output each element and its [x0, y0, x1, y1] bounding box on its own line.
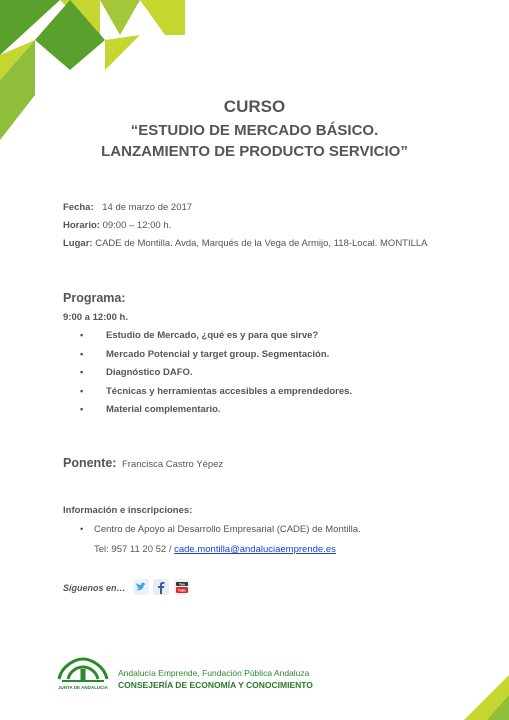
course-info: [63, 199, 428, 253]
list-item-text: Material complementario.: [106, 404, 221, 415]
list-item: [80, 327, 352, 346]
follow-label: Síguenos en…: [63, 583, 126, 593]
facebook-icon[interactable]: [153, 579, 169, 595]
title-line-2: “ESTUDIO DE MERCADO BÁSICO.: [130, 122, 379, 139]
fecha-label: Fecha:: [63, 202, 94, 213]
lugar-row: [63, 235, 428, 253]
title-line-3: LANZAMIENTO DE PRODUCTO SERVICIO”: [101, 143, 408, 160]
horario-row: [63, 217, 428, 235]
junta-andalucia-logo: [56, 655, 110, 685]
bullet-icon: •: [80, 524, 84, 535]
list-item-text: Mercado Potencial y target group. Segmentación.: [106, 348, 330, 360]
ponente-name: Francisca Castro Yépez: [121, 459, 224, 470]
list-item: [80, 401, 352, 420]
svg-text:You: You: [178, 582, 186, 587]
list-item: [80, 364, 352, 383]
programa-title: Programa:: [63, 291, 126, 305]
title-line-1: CURSO: [223, 97, 286, 116]
svg-text:Tube: Tube: [177, 588, 187, 593]
inscripciones-contact: [94, 544, 336, 555]
ponente: [63, 456, 223, 470]
center-text: Centro de Apoyo al Desarrollo Empresarial (CADE) de Montilla.: [94, 524, 361, 535]
logo-caption: JUNTA DE ANDALUCIA: [58, 685, 108, 690]
bullet-icon: •: [80, 367, 84, 378]
footer-line-1: Andalucía Emprende, Fundación Pública Andaluza: [118, 668, 310, 678]
tel-text: Tel: 957 11 20 52 /: [94, 544, 172, 555]
list-item-text: Estudio de Mercado, ¿qué es y para que sirve?: [106, 330, 319, 341]
bullet-icon: •: [80, 404, 84, 415]
bullet-icon: •: [80, 385, 84, 397]
course-title: [0, 96, 509, 162]
programa-time: 9:00 a 12:00 h.: [63, 312, 128, 323]
bullet-icon: •: [80, 330, 84, 341]
inscripciones-title: Información e inscripciones:: [63, 505, 193, 516]
list-item: [80, 346, 352, 365]
inscripciones-center: [80, 524, 361, 535]
bullet-icon: •: [80, 348, 84, 360]
horario-value: 09:00 – 12:00 h.: [102, 220, 172, 231]
list-item: [80, 383, 352, 402]
fecha-row: [63, 199, 428, 217]
youtube-icon[interactable]: [174, 579, 190, 595]
ponente-label: Ponente:: [63, 456, 117, 470]
horario-label: Horario:: [63, 220, 100, 231]
list-item-text: Diagnóstico DAFO.: [106, 367, 193, 378]
corner-decoration-bottom: [449, 660, 509, 720]
lugar-value: CADE de Montilla. Avda, Marqués de la Vega de Armijo, 118-Local. MONTILLA: [95, 238, 428, 249]
footer-text: [118, 668, 313, 690]
email-link[interactable]: cade.montilla@andaluciaemprende.es: [174, 544, 336, 555]
lugar-label: Lugar:: [63, 238, 93, 249]
list-item-text: Técnicas y herramientas accesibles a emprendedores.: [106, 385, 353, 397]
footer-line-2: CONSEJERÍA DE ECONOMÍA Y CONOCIMIENTO: [118, 680, 313, 690]
programa-list: [80, 327, 352, 420]
fecha-value: 14 de marzo de 2017: [102, 202, 193, 213]
twitter-icon[interactable]: [133, 579, 149, 595]
